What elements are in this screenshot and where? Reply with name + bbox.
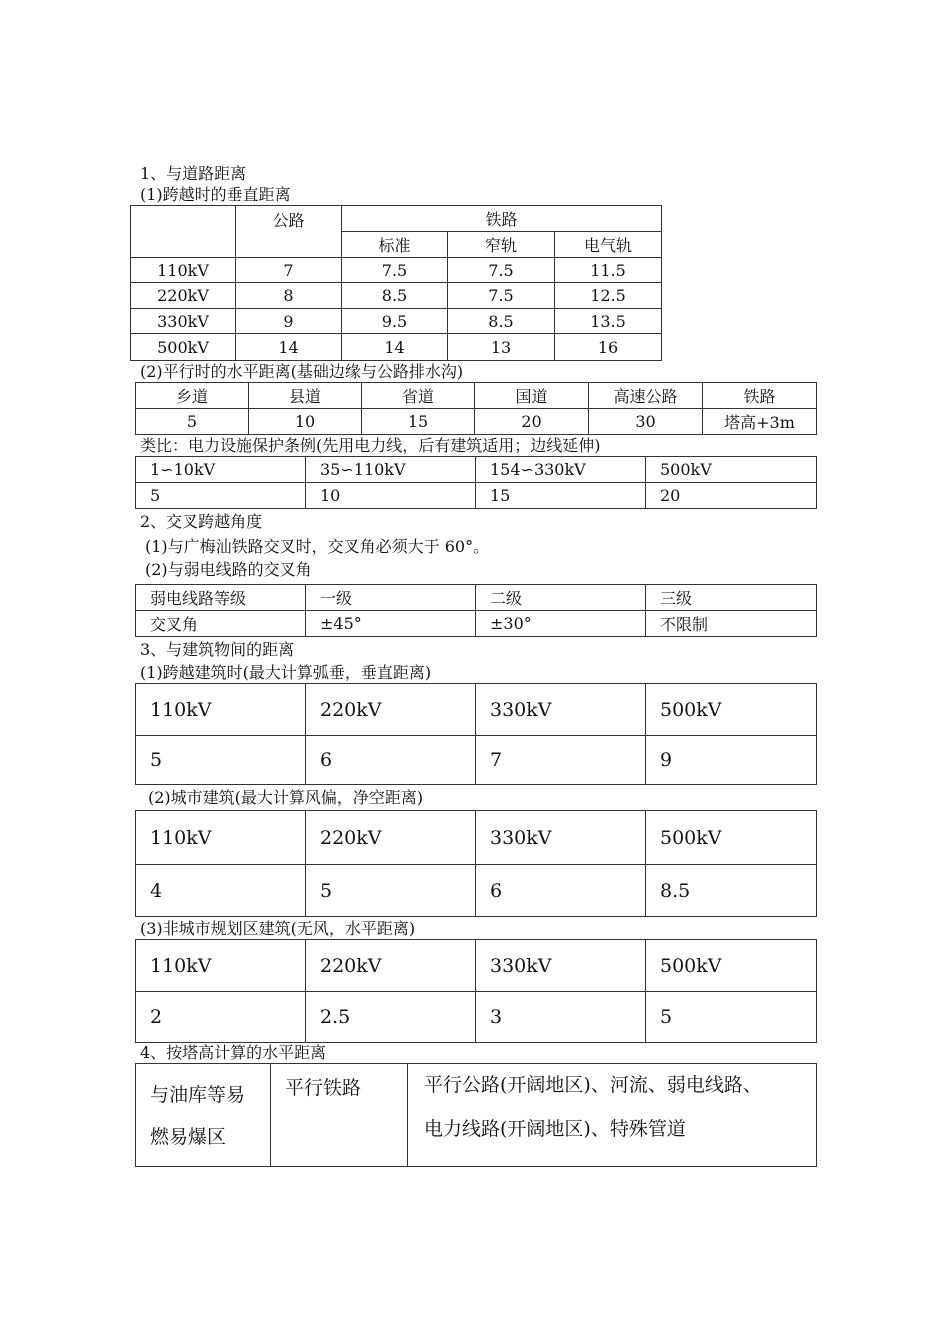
cell: 110kV <box>131 258 236 283</box>
table-row <box>131 309 662 334</box>
cell: 5 <box>136 483 306 509</box>
cell: 2.5 <box>306 992 476 1043</box>
cell: 6 <box>306 736 476 785</box>
cell: 5 <box>306 865 476 917</box>
cell: ±45° <box>306 611 476 637</box>
section-3-sub3: (3)非城市规划区建筑(无风，水平距离) <box>140 919 416 938</box>
section-2-line2: (2)与弱电线路的交叉角 <box>145 560 312 579</box>
cell: 7.5 <box>448 283 555 309</box>
cell-text: 与油库等易 <box>150 1084 246 1106</box>
cell: 5 <box>646 992 817 1043</box>
cell: 7.5 <box>342 258 448 283</box>
cell-fuel-depot <box>136 1064 271 1167</box>
header-cell: 35∽110kV <box>306 457 476 483</box>
city-building-table <box>135 810 817 917</box>
header-cell: 330kV <box>476 811 646 865</box>
header-cell: 330kV <box>476 940 646 992</box>
table-row <box>131 283 662 309</box>
cell: 7 <box>236 258 342 283</box>
cell-text: 燃易爆区 <box>150 1126 227 1148</box>
cell: 5 <box>136 409 249 435</box>
section-1-heading: 1、与道路距离 <box>140 164 247 183</box>
header-cell: 500kV <box>646 811 817 865</box>
header-cell: 省道 <box>362 383 475 409</box>
header-cell: 220kV <box>306 940 476 992</box>
cell: 6 <box>476 865 646 917</box>
cell: 9 <box>646 736 817 785</box>
header-standard: 标准 <box>342 232 448 258</box>
header-cell: 110kV <box>136 940 306 992</box>
cell-text: 平行公路(开阔地区)、河流、弱电线路、 <box>424 1074 762 1096</box>
cell: 8.5 <box>342 283 448 309</box>
crossing-angle-table <box>135 584 817 637</box>
building-crossing-table <box>135 683 817 785</box>
cell: 8.5 <box>646 865 817 917</box>
header-cell: 乡道 <box>136 383 249 409</box>
table-row <box>131 258 662 283</box>
table-row <box>131 334 662 361</box>
cell: 13.5 <box>555 309 662 334</box>
road-crossing-table <box>130 205 662 361</box>
header-cell: 弱电线路等级 <box>136 585 306 611</box>
cell: 3 <box>476 992 646 1043</box>
cell: 330kV <box>131 309 236 334</box>
cell: 9 <box>236 309 342 334</box>
cell: 20 <box>646 483 817 509</box>
header-cell: 500kV <box>646 457 817 483</box>
cell: 8 <box>236 283 342 309</box>
cell: 14 <box>236 334 342 361</box>
header-narrow: 窄轨 <box>448 232 555 258</box>
cell: 16 <box>555 334 662 361</box>
cell-text: 平行铁路 <box>285 1077 362 1099</box>
cell: 14 <box>342 334 448 361</box>
cell: 11.5 <box>555 258 662 283</box>
section-3-sub2: (2)城市建筑(最大计算风偏，净空距离) <box>148 788 424 807</box>
cell: 不限制 <box>646 611 817 637</box>
header-cell: 330kV <box>476 684 646 736</box>
header-cell: 1∽10kV <box>136 457 306 483</box>
cell: 5 <box>136 736 306 785</box>
header-cell: 一级 <box>306 585 476 611</box>
road-parallel-table <box>135 382 817 435</box>
header-cell: 110kV <box>136 684 306 736</box>
header-cell: 二级 <box>476 585 646 611</box>
cell: 8.5 <box>448 309 555 334</box>
header-electric: 电气轨 <box>555 232 662 258</box>
protection-table <box>135 456 817 509</box>
cell: 20 <box>475 409 589 435</box>
header-cell: 国道 <box>475 383 589 409</box>
cell: 30 <box>589 409 703 435</box>
header-cell: 高速公路 <box>589 383 703 409</box>
cell: 2 <box>136 992 306 1043</box>
cell-text: 电力线路(开阔地区)、特殊管道 <box>424 1118 686 1140</box>
section-2-heading: 2、交叉跨越角度 <box>140 512 263 531</box>
header-rail: 铁路 <box>342 206 662 232</box>
cell: 15 <box>476 483 646 509</box>
header-cell: 220kV <box>306 811 476 865</box>
header-cell: 三级 <box>646 585 817 611</box>
analogy-note: 类比：电力设施保护条例(先用电力线，后有建筑适用；边线延伸) <box>140 436 601 455</box>
non-city-building-table <box>135 939 817 1043</box>
tower-height-table <box>135 1063 817 1167</box>
cell: 220kV <box>131 283 236 309</box>
header-cell: 110kV <box>136 811 306 865</box>
cell: 7 <box>476 736 646 785</box>
cell-parallel-road <box>408 1064 817 1167</box>
cell: 13 <box>448 334 555 361</box>
header-cell: 154∽330kV <box>476 457 646 483</box>
header-cell: 铁路 <box>703 383 817 409</box>
section-4-heading: 4、按塔高计算的水平距离 <box>140 1043 327 1062</box>
cell: 500kV <box>131 334 236 361</box>
cell: 塔高+3m <box>703 409 817 435</box>
cell: 9.5 <box>342 309 448 334</box>
section-2-line1: (1)与广梅汕铁路交叉时，交叉角必须大于 60°。 <box>145 537 490 556</box>
cell: 交叉角 <box>136 611 306 637</box>
cell: 10 <box>249 409 362 435</box>
cell-parallel-railway <box>271 1064 408 1167</box>
section-3-heading: 3、与建筑物间的距离 <box>140 640 295 659</box>
corner-cell <box>131 206 236 258</box>
header-cell: 220kV <box>306 684 476 736</box>
cell: 10 <box>306 483 476 509</box>
header-cell: 500kV <box>646 940 817 992</box>
cell: 15 <box>362 409 475 435</box>
cell: 4 <box>136 865 306 917</box>
header-road: 公路 <box>236 206 342 258</box>
cell: ±30° <box>476 611 646 637</box>
section-1-sub2: (2)平行时的水平距离(基础边缘与公路排水沟) <box>140 362 464 381</box>
cell: 12.5 <box>555 283 662 309</box>
section-1-sub1: (1)跨越时的垂直距离 <box>140 185 291 204</box>
header-cell: 县道 <box>249 383 362 409</box>
header-cell: 500kV <box>646 684 817 736</box>
cell: 7.5 <box>448 258 555 283</box>
section-3-sub1: (1)跨越建筑时(最大计算弧垂，垂直距离) <box>140 663 432 682</box>
